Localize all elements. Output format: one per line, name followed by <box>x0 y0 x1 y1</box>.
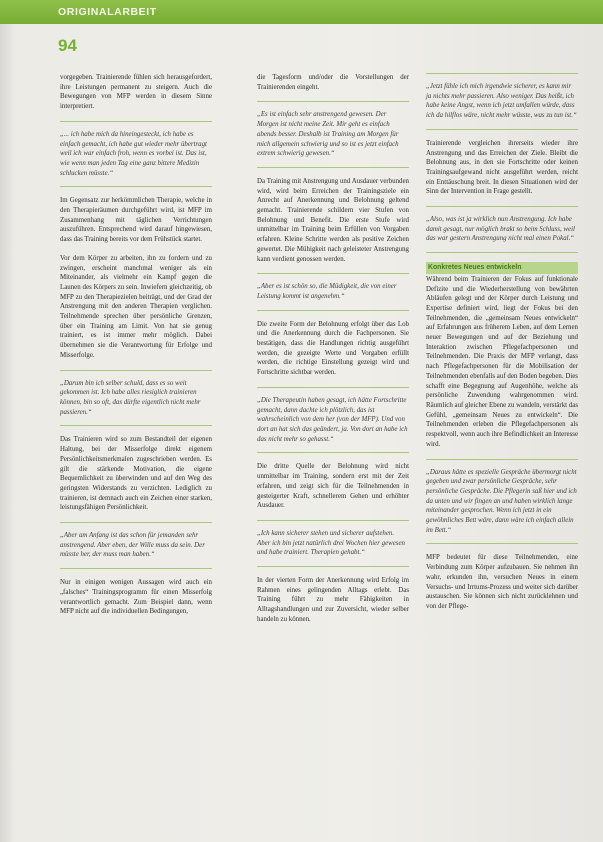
body-paragraph: Im Gegensatz zur herkömmlichen Therapie, welche in den Therapieräumen durchgeführt wird, ist MFP im Zusammenhang mit täglichen Verrichtungen auszuführen. Entsprechend wird darauf hingewiesen, dass das Training bereits vor dem Frühstück startet. <box>60 197 212 244</box>
text-column-3 <box>426 73 578 621</box>
pull-quote: „Ich kann sicherer stehen und sicherer aufstehen. Aber ich bin jetzt natürlich drei Wochen hier gewesen und habe trainiert. Therapien gehabt.“ <box>257 520 409 567</box>
pull-quote: „Es ist einfach sehr anstrengend gewesen. Der Morgen ist nicht meine Zeit. Mir geht es einfach abends besser. Deshalb ist Training am Morgen für mich allgemein schwierig und so ist es jetzt einfach extrem schwierig gewesen.“ <box>257 101 409 168</box>
body-paragraph: Die dritte Quelle der Belohnung wird nicht unmittelbar im Training, sondern erst mit der Zeit erfahren, und zeigt sich für die Teilnehmenden in gesteigerter Kraft, schnellerem Gehen und erhöhter Ausdauer. <box>257 463 409 510</box>
body-paragraph: In der vierten Form der Anerkennung wird Erfolg im Rahmen eines gelingenden Alltags erlebt. Das Training führt zu mehr Fähigkeiten in Alltagshandlungen und zur Zuversicht, wieder selber handeln zu können. <box>257 577 409 623</box>
pull-quote: „Daraus hätte es spezielle Gespräche übermorgt nicht gegeben und zwar persönliche Gespräche, sehr persönliche Gespräche. Die Pflegerin saß hier und ich da unten und wir fingen an und haben wirklich lange miteinander gesprochen. Wenn ich jetzt in ein gewöhnliches Bett wäre, dann wäre ich einfach allein im Bett.“ <box>426 459 578 545</box>
pull-quote: „Darum bin ich selber schuld, dass es so weit gekommen ist. Ich habe alles riesiglich trainieren können, bin so oft, das dürfte eigentlich nicht mehr passieren.“ <box>60 370 212 427</box>
pull-quote: „Aber es ist schön so, die Müdigkeit, die von einer Leistung kommt ist angenehm.“ <box>257 273 409 310</box>
text-column-2 <box>257 73 409 634</box>
pull-quote: „Jetzt fühle ich mich irgendwie sicherer, es kann mir ja nichts mehr passieren. Also weniger. Das heißt, ich habe keine Angst, wenn ich jetzt umfallen würde, dass ich da hilflos wäre, nicht mehr wüsste, was zu tun ist.“ <box>426 73 578 130</box>
pull-quote: „Also, was ist ja wirklich nun Anstrengung. Ich habe damit gesagt, nur möglich brakt so beim Schluss, weil das war gestern Anstrengung nicht mal einen Pokal.“ <box>426 206 578 253</box>
body-paragraph: Trainierende vergleichen ihrerseits wieder ihre Anstrengung und das Erreichen der Ziele. Bleibt die Belohnung aus, in den sie Fortschritte oder keinen Trainingsaufgewand nicht ausgeführt werden, reicht ein Enttäuschung breit. In diesen Situationen wird der Sinn der Intervention in Frage gestellt. <box>426 139 578 196</box>
body-paragraph: vorgegeben. Trainierende fühlen sich herausgefordert, ihre Leistungen permanent zu steigern. Auch die Bewegungen von MFP werden in diesem Sinne interpretiert. <box>60 74 212 111</box>
body-paragraph: die Tagesform und/oder die Vorstellungen der Trainierenden eingeht. <box>257 74 409 91</box>
body-paragraph: Die zweite Form der Belohnung erfolgt über das Lob und die Anerkennung durch die Fachpersonen. Sie bestätigen, dass die Handlungen richtig ausgeführt werden, die gezeigte Werte und Vorgaben erfüllt werden, die richtige Einstellung gezeigt wird und Fortschritte sichtbar werden. <box>257 320 409 377</box>
body-paragraph: Während beim Trainieren der Fokus auf funktionale Defizite und die Wiederherstellung von bewährten Abläufen gelegt und der Körper durch Leistung und Expertise definiert wird, liegt der Fokus bei den Teilnehmenden, die „gemeinsam Neues entwickeln“ auf Erfahrungen aus früherem Leben, auf dem Lernen neuer Bewegungen und auf der Beziehung und Interaktion zwischen Pflegefachpersonen und Teilnehmenden. Die Praxis der MFP verlangt, dass nach Pflegefachpersonen für die Mobilisation der Teilnehmenden ebenfalls auf den Boden begeben. Dies schafft eine Begegnung auf Augenhöhe, welche als persönliche Zuwendung wahrgenommen wird. Räumlich auf gleicher Ebene zu wandeln, verstärkt das Gefühl, „gemeinsam Neues zu entwickeln“. Die Teilnehmenden erleben die Pflegefachpersonen als respektvoll, wenn auch ihre Befindlichkeit an Interesse wird. <box>426 275 578 448</box>
section-header-bar <box>0 0 603 24</box>
body-paragraph: MFP bedeutet für diese Teilnehmenden, eine Verbindung zum Körper aufzubauen. Sie nehmen ihn wahr, erkunden ihn, versuchen Neues in einem Versuchs- und Irrtums-Prozess und weiter sich darüber austauschen. Sie können sich nicht zurücklehnen und von der Pflege- <box>426 554 578 610</box>
page-number: 94 <box>58 36 77 55</box>
pull-quote: „... ich habe mich da hineingesteckt, ich habe es einfach gemacht, ich habe gut wieder mehr übertragt weil ich war einfach froh, wenn es vorbei ist. Das ist, wie wenn man jeden Tag eine ganz bittere Medizin schlucken müsste.“ <box>60 121 212 188</box>
body-paragraph: Nur in einigen wenigen Aussagen wird auch ein „falsches“ Trainingsprogramm für einen Misserfolg verantwortlich gemacht. Zum Beispiel dann, wenn MFP nicht auf die individuellen Bedingungen, <box>60 579 212 616</box>
subheading: Konkretes Neues entwickeln <box>426 262 578 274</box>
body-paragraph: Das Trainieren wird so zum Bestandteil der eigenen Haltung, bei der Misserfolge direkt eigenem Persönlichkeitsmerkmalen zugeschrieben werden. Es gilt die stärkende Motivation, die eigene Bequemlichkeit zu überwinden und auf den Weg des geringsten Widerstands zu verzichten. Lediglich zu trainieren, ist demnach auch ein Zeichen einer starken, leistungsfähigen Persönlichkeit. <box>60 436 212 512</box>
text-column-1 <box>60 73 212 626</box>
section-label: ORIGINALARBEIT <box>58 6 157 18</box>
body-paragraph: Da Training mit Anstrengung und Ausdauer verbunden wird, wird beim Erreichen der Trainingsziele ein Anrecht auf Anerkennung und Belohnung geltend gemacht. Trainierende schildern vier Stufen von Belohnung und Benefit. Die erste Stufe wird unmittelbar im Training beim Erfüllen von Vorgaben erfahren. Kleine Schritte werden als positive Zeichen gewertet. Die Mühigkeit nach geleisteter Anstrengung kann verdient genossen werden. <box>257 177 409 263</box>
pull-quote: „Aber am Anfang ist das schon für jemanden sehr anstrengend. Aber eben, der Wille muss da sein. Der müsste her, der muss man haben.“ <box>60 522 212 569</box>
body-paragraph: Vor dem Körper zu arbeiten, ihn zu fordern und zu zwingen, erscheint manchmal weniger als ein Miteinander, als vielmehr ein Kampf gegen die Launen des Körpers zu sein. Inwiefern gleichzeitig, ob MFP zu den Therapiezielen beiträgt, und der Grad der Anstrengung mit den anderen Therapien verglichen. Teilnehmende sprechen über persönliche Grenzen, über ein Training am Limit. Von hat sie genug trainiert, es ist immer mehr möglich. Dabei übernehmen sie die Verantwortung für Erfolge und Misserfolge. <box>60 254 212 359</box>
pull-quote: „Die Therapeutin haben gesagt, ich hätte Fortschritte gemacht, dann dachte ich plötzlich, das ist wahrscheinlich von dem her (von der MFP). Und von dort an hat sich das geändert, ja. Von dort an habe ich das nicht mehr so gehasst.“ <box>257 387 409 454</box>
